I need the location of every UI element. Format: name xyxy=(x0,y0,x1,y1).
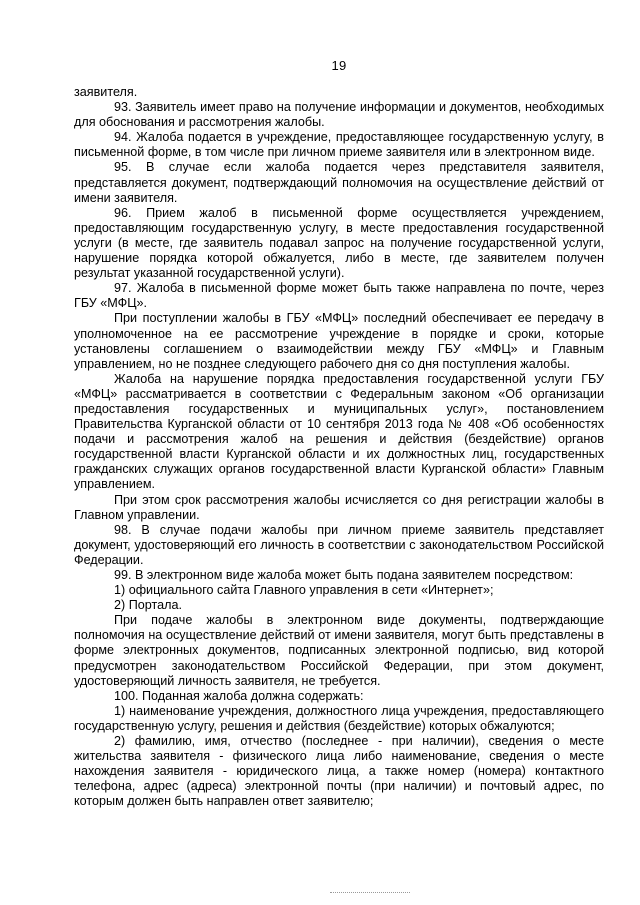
paragraph-99-item-2: 2) Портала. xyxy=(114,598,182,613)
page-number: 19 xyxy=(331,58,347,73)
paragraph-continuation: заявителя. xyxy=(74,85,138,99)
paragraph-97-mfc-transfer: При поступлении жалобы в ГБУ «МФЦ» последний обеспечивает ее передачу в уполномоченное на ее рассмотрение учреждение в порядке и сроки, которые установлены соглашением о взаимодействии между ГБУ «МФЦ» и Главным управлением, но не позднее следующего рабочего дня со дня поступления жалобы. xyxy=(74,311,604,371)
paragraph-97-review-term: При этом срок рассмотрения жалобы исчисляется со дня регистрации жалобы в Главном управлении. xyxy=(74,492,604,522)
paragraph-97-complaint-review: Жалоба на нарушение порядка предоставления государственной услуги ГБУ «МФЦ» рассматривается в соответствии с Федеральным законом «Об организации предоставления государственных и муниципальных услуг», постановлением Правительства Курганской области от 10 сентября 2013 года № 408 «Об особенностях подачи и рассмотрения жалоб на решения и действия (бездействие) органов государственной власти Курганской области и их должностных лиц, государственных гражданских служащих органов государственной власти Курганской области» Главным управлением. xyxy=(74,371,604,492)
paragraph-95: 95. В случае если жалоба подается через представителя заявителя, представляется документ, подтверждающий полномочия на осуществление действий от имени заявителя. xyxy=(74,160,604,205)
paragraph-100-item-1: 1) наименование учреждения, должностного лица учреждения, предоставляющего государственную услугу, решения и действия (бездействие) которых обжалуются; xyxy=(74,703,604,733)
paragraph-99-item-1: 1) официального сайта Главного управления в сети «Интернет»; xyxy=(114,583,494,598)
paragraph-97: 97. Жалоба в письменной форме может быть также направлена по почте, через ГБУ «МФЦ». xyxy=(74,281,604,311)
body-text xyxy=(74,85,604,810)
scan-artifact xyxy=(330,892,410,899)
paragraph-100-item-2: 2) фамилию, имя, отчество (последнее - при наличии), сведения о месте жительства заявителя - физического лица либо наименование, сведения о месте нахождения заявителя - юридического лица, а также номер (номера) контактного телефона, адрес (адреса) электронной почты (при наличии) и почтовый адрес, по которым должен быть направлен ответ заявителю; xyxy=(74,734,604,809)
paragraph-99: 99. В электронном виде жалоба может быть подана заявителем посредством: xyxy=(114,568,574,582)
paragraph-93: 93. Заявитель имеет право на получение информации и документов, необходимых для обоснования и рассмотрения жалобы. xyxy=(74,100,604,130)
paragraph-100: 100. Поданная жалоба должна содержать: xyxy=(114,688,364,703)
document-page xyxy=(74,58,604,810)
paragraph-94: 94. Жалоба подается в учреждение, предоставляющее государственную услугу, в письменной форме, в том числе при личном приеме заявителя или в электронном виде. xyxy=(74,130,604,160)
paragraph-96: 96. Прием жалоб в письменной форме осуществляется учреждением, предоставляющим государственную услугу, в месте предоставления государственной услуги (в месте, где заявитель подавал запрос на получение государственной услуги, нарушение порядка которой обжалуется, либо в месте, где заявителем получен результат указанной государственной услуги). xyxy=(74,205,604,281)
paragraph-98: 98. В случае подачи жалобы при личном приеме заявитель представляет документ, удостоверяющий его личность в соответствии с законодательством Российской Федерации. xyxy=(74,522,604,567)
paragraph-99-electronic-docs: При подаче жалобы в электронном виде документы, подтверждающие полномочия на осуществление действий от имени заявителя, могут быть представлены в форме электронных документов, подписанных электронной подписью, вид которой предусмотрен законодательством Российской Федерации, при этом документ, удостоверяющий личность заявителя, не требуется. xyxy=(74,613,604,688)
